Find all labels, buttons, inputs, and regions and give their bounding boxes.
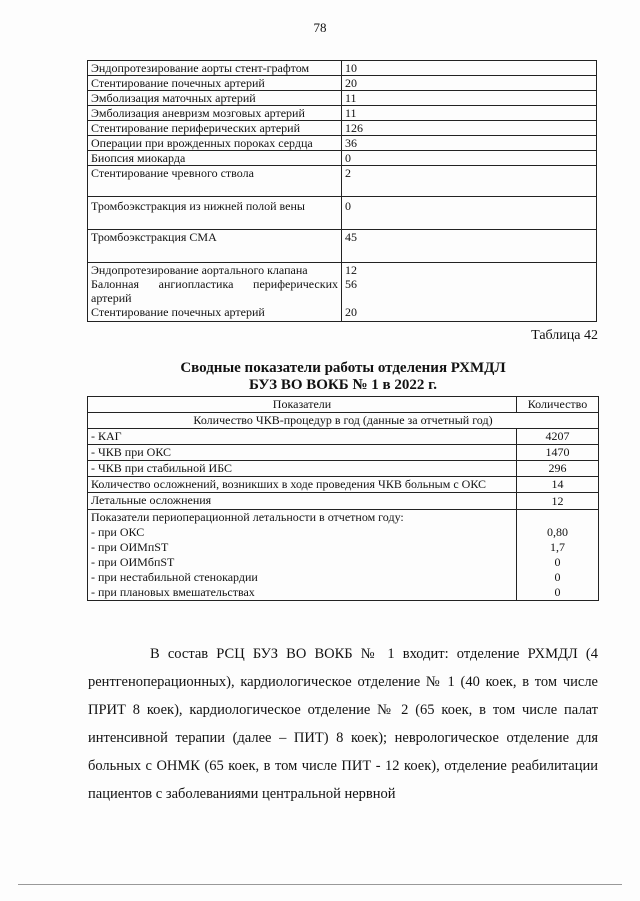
table-row bbox=[88, 91, 597, 106]
lethality-value: 0 bbox=[554, 570, 561, 584]
indicator-value: 12 bbox=[517, 493, 599, 510]
procedure-name: Тромбоэкстракция из нижней полой вены bbox=[88, 197, 342, 230]
table-header bbox=[88, 397, 599, 413]
lethality-value: 1,7 bbox=[550, 540, 565, 554]
procedures-table bbox=[87, 60, 597, 322]
column-header-quantity: Количество bbox=[517, 397, 599, 413]
procedure-count: 2 bbox=[342, 166, 597, 197]
procedure-name: Стентирование чревного ствола bbox=[88, 166, 342, 197]
page-number: 78 bbox=[313, 20, 327, 35]
indicator-name: - ЧКВ при ОКС bbox=[88, 445, 517, 461]
procedure-name: Операции при врожденных пороках сердца bbox=[88, 136, 342, 151]
table-row bbox=[88, 136, 597, 151]
table-row bbox=[88, 166, 597, 197]
procedure-count: 20 bbox=[342, 76, 597, 91]
procedure-count: 0 bbox=[342, 197, 597, 230]
procedure-names-combined bbox=[88, 263, 342, 322]
lethality-item: - при нестабильной стенокардии bbox=[91, 570, 258, 584]
procedure-count: 20 bbox=[345, 305, 357, 319]
procedure-count: 0 bbox=[342, 151, 597, 166]
table-row bbox=[88, 76, 597, 91]
indicator-value: 1470 bbox=[517, 445, 599, 461]
table-row bbox=[88, 429, 599, 445]
procedure-count: 36 bbox=[342, 136, 597, 151]
procedure-name: Эндопротезирование аорты стент-графтом bbox=[88, 61, 342, 76]
table-row bbox=[88, 106, 597, 121]
procedure-name: Эмболизация маточных артерий bbox=[88, 91, 342, 106]
procedure-name: Стентирование почечных артерий bbox=[91, 305, 265, 319]
procedure-name: Эндопротезирование аортального клапана bbox=[91, 263, 308, 277]
table-row bbox=[88, 197, 597, 230]
lethality-item: - при ОИМбпST bbox=[91, 555, 175, 569]
indicator-name: - ЧКВ при стабильной ИБС bbox=[88, 461, 517, 477]
lethality-item: - при плановых вмешательствах bbox=[91, 585, 255, 599]
table-row bbox=[88, 61, 597, 76]
lethality-title: Показатели периоперационной летальности в отчетном году: bbox=[91, 510, 404, 524]
body-paragraph bbox=[88, 640, 598, 808]
spacer bbox=[345, 291, 593, 305]
procedure-counts-combined bbox=[342, 263, 597, 322]
spacer bbox=[520, 510, 595, 525]
procedure-name: Тромбоэкстракция СМА bbox=[88, 230, 342, 263]
lethality-value: 0,80 bbox=[547, 525, 568, 539]
procedure-name: Эмболизация аневризм мозговых артерий bbox=[88, 106, 342, 121]
indicator-value: 296 bbox=[517, 461, 599, 477]
procedure-count: 11 bbox=[342, 91, 597, 106]
lethality-item: - при ОИМпST bbox=[91, 540, 169, 554]
footer-divider bbox=[18, 884, 622, 885]
table-row bbox=[88, 510, 599, 601]
table-row bbox=[88, 445, 599, 461]
indicator-name: Летальные осложнения bbox=[88, 493, 517, 510]
table-title-line1: Сводные показатели работы отделения РХМДЛ bbox=[180, 360, 506, 376]
lethality-block bbox=[88, 510, 517, 601]
table-row bbox=[88, 493, 599, 510]
table-row bbox=[88, 151, 597, 166]
procedure-count: 12 bbox=[345, 263, 357, 277]
lethality-values bbox=[517, 510, 599, 601]
indicator-value: 4207 bbox=[517, 429, 599, 445]
procedure-count: 10 bbox=[342, 61, 597, 76]
procedure-name: Балонная ангиопластика периферических bbox=[91, 277, 338, 291]
table-row bbox=[88, 230, 597, 263]
procedure-name: Биопсия миокарда bbox=[88, 151, 342, 166]
procedure-name: Стентирование почечных артерий bbox=[88, 76, 342, 91]
procedure-count: 45 bbox=[342, 230, 597, 263]
indicator-value: 14 bbox=[517, 477, 599, 493]
table-title bbox=[87, 360, 599, 394]
table-label: Таблица 42 bbox=[531, 328, 598, 343]
table-row bbox=[88, 121, 597, 136]
indicator-name: - КАГ bbox=[88, 429, 517, 445]
table-subheader bbox=[88, 413, 599, 429]
procedure-count: 56 bbox=[345, 277, 357, 291]
procedure-count: 126 bbox=[342, 121, 597, 136]
lethality-value: 0 bbox=[554, 555, 561, 569]
table-title-line2: БУЗ ВО ВОКБ № 1 в 2022 г. bbox=[248, 377, 438, 393]
table-row bbox=[88, 461, 599, 477]
lethality-item: - при ОКС bbox=[91, 525, 145, 539]
column-header-indicators: Показатели bbox=[88, 397, 517, 413]
procedure-count: 11 bbox=[342, 106, 597, 121]
table-row bbox=[88, 477, 599, 493]
indicator-name: Количество осложнений, возникших в ходе проведения ЧКВ больным с ОКС bbox=[88, 477, 517, 493]
procedure-name-continued: артерий bbox=[91, 291, 132, 305]
paragraph-text: В состав РСЦ БУЗ ВО ВОКБ № 1 входит: отделение РХМДЛ (4 рентгеноперационных), кардиологическое отделение № 1 (40 коек, в том числе ПРИТ 8 коек), кардиологическое отделение № 2 (65 коек, в том числе палат интенсивной терапии (далее – ПИТ) 8 коек); неврологическое отделение для больных с ОНМК (65 коек, в том числе ПИТ - 12 коек), отделение реабилитации пациентов с заболеваниями центральной нервной bbox=[88, 646, 598, 802]
pci-subheader: Количество ЧКВ-процедур в год (данные за отчетный год) bbox=[88, 413, 599, 429]
procedure-name: Стентирование периферических артерий bbox=[88, 121, 342, 136]
summary-table bbox=[87, 396, 599, 601]
lethality-value: 0 bbox=[554, 585, 561, 599]
table-row bbox=[88, 263, 597, 322]
